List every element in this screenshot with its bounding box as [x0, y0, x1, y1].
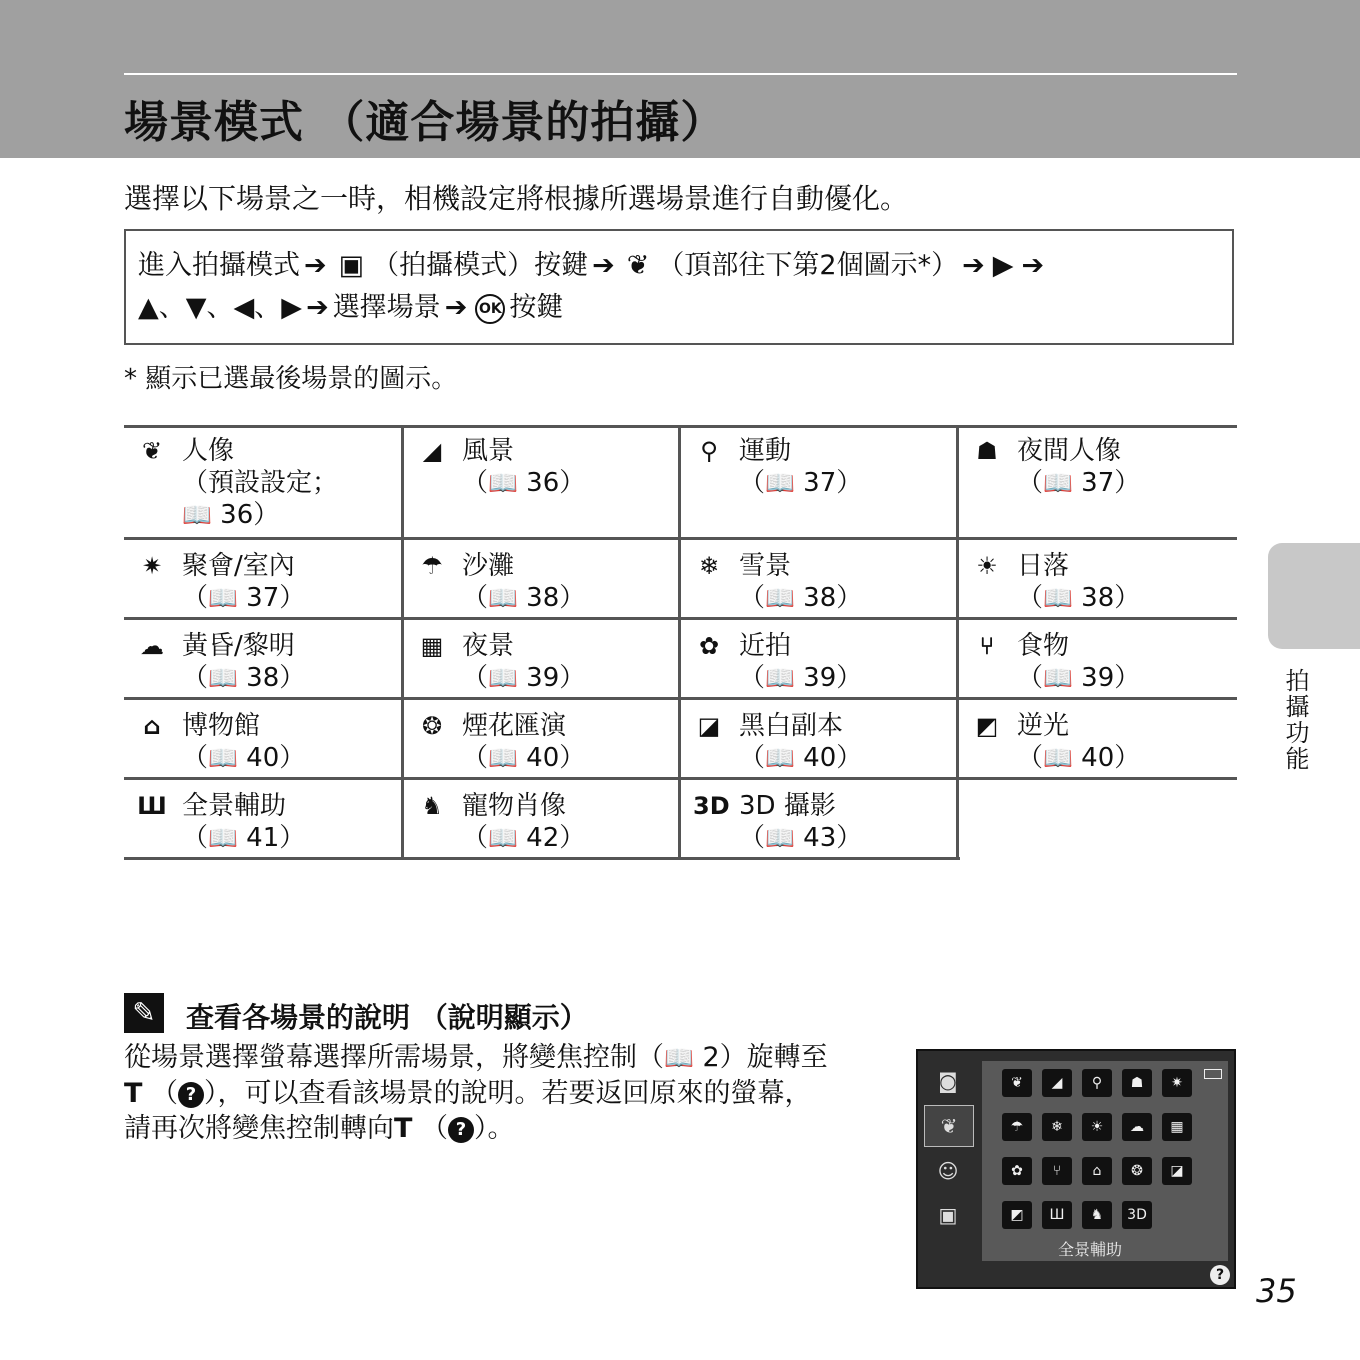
- paren: ）: [836, 663, 863, 693]
- sports-icon: ⚲: [1082, 1069, 1112, 1097]
- nav-line-2: [138, 287, 1220, 329]
- footnote: * 顯示已選最後場景的圖示。: [124, 364, 458, 394]
- 3d-icon: 3D: [693, 792, 730, 820]
- paren: ）: [279, 583, 306, 613]
- paren: ）: [1114, 743, 1141, 773]
- book-icon: 📖: [765, 469, 795, 497]
- scene-page: 40: [526, 743, 560, 773]
- paren: ）: [1114, 583, 1141, 613]
- book-icon: 📖: [765, 824, 795, 852]
- dusk-dawn-icon: ☁: [1122, 1113, 1152, 1141]
- scene-ref: [739, 742, 862, 774]
- paren: （: [1017, 583, 1044, 613]
- paren: （: [739, 583, 766, 613]
- scene-cell-museum: [124, 700, 401, 777]
- scene-cell-close-up: [681, 620, 956, 697]
- scene-name: 運動: [739, 436, 792, 466]
- scene-cell-fireworks: [404, 700, 678, 777]
- smart-portrait-icon: ☺: [937, 1159, 959, 1183]
- snow-icon: ❄: [1042, 1113, 1072, 1141]
- scene-cell-night-landscape: [404, 620, 678, 697]
- paren: ）: [279, 743, 306, 773]
- scene-cell-panorama: [124, 780, 401, 857]
- portrait-icon: ❦: [924, 1105, 974, 1147]
- paren: （: [462, 583, 489, 613]
- chapter-tab: [1268, 543, 1360, 649]
- arrow-icon: ➔: [444, 292, 468, 323]
- portrait-icon: ❦: [1002, 1069, 1032, 1097]
- paren: ）: [559, 823, 586, 853]
- scene-cell-dusk-dawn: [124, 620, 401, 697]
- paren: （: [182, 823, 209, 853]
- landscape-icon: ◢: [422, 437, 442, 465]
- scene-cell-black-white-copy: [681, 700, 956, 777]
- scene-cell-3d: [681, 780, 956, 857]
- night-landscape-icon: ▦: [1162, 1113, 1192, 1141]
- header-rule: [124, 73, 1237, 75]
- paren: （: [182, 663, 209, 693]
- navigation-box: [124, 229, 1234, 345]
- scene-page: 37: [246, 583, 280, 613]
- scene-ref: [739, 822, 862, 854]
- scene-cell-pet-portrait: [404, 780, 678, 857]
- camera-icon: ▣: [938, 1203, 958, 1227]
- scene-page: 39: [526, 663, 560, 693]
- scene-name: 逆光: [1017, 711, 1070, 741]
- screen-caption: 全景輔助: [1058, 1240, 1123, 1259]
- intro-text: 選擇以下場景之一時，相機設定將根據所選場景進行自動優化。: [124, 182, 909, 215]
- note-text: 請再次將變焦控制轉向: [124, 1113, 394, 1144]
- scene-ref: [1017, 467, 1140, 499]
- scene-auto-icon: ◙: [938, 1069, 958, 1093]
- screen-mode-column: [924, 1061, 976, 1239]
- book-icon: 📖: [488, 744, 518, 772]
- scene-name: 人像: [182, 436, 235, 466]
- scene-name: 聚會/室內: [182, 551, 295, 581]
- nav-directions: ▲、▼、◀、▶: [138, 292, 303, 323]
- dusk-dawn-icon: ☁: [140, 632, 164, 660]
- screen-scene-grid: [982, 1061, 1228, 1261]
- sunset-icon: ☀: [976, 552, 998, 580]
- nav-step-select: 選擇場景: [332, 292, 441, 323]
- scene-name: 博物館: [182, 711, 261, 741]
- paren: （: [1017, 468, 1044, 498]
- scene-name: 夜間人像: [1017, 436, 1122, 466]
- paren: （: [739, 468, 766, 498]
- nav-step-shooting: （拍攝模式）按鍵: [372, 250, 589, 281]
- snow-icon: ❄: [698, 552, 720, 580]
- camera-icon: ▣: [338, 250, 365, 281]
- book-icon: 📖: [488, 664, 518, 692]
- note-pencil-icon: ✎: [124, 993, 164, 1033]
- fireworks-icon: ❂: [421, 712, 443, 740]
- paren: （: [1017, 663, 1044, 693]
- scene-page: 43: [803, 823, 837, 853]
- scene-page: 39: [803, 663, 837, 693]
- panorama-icon: Ш: [137, 792, 167, 820]
- night-portrait-icon: ☗: [976, 437, 998, 465]
- scene-ref: [182, 822, 305, 854]
- museum-icon: ⌂: [143, 712, 161, 740]
- scene-page: 38: [803, 583, 837, 613]
- right-triangle-icon: ▶: [992, 250, 1014, 281]
- scene-page: 37: [1081, 468, 1115, 498]
- battery-icon: [1204, 1069, 1222, 1079]
- food-icon: ⑂: [1042, 1157, 1072, 1185]
- scene-name: 風景: [462, 436, 515, 466]
- scene-ref: [1017, 742, 1140, 774]
- scene-ref: [462, 662, 585, 694]
- paren: ）: [1114, 468, 1141, 498]
- help-icon: ?: [178, 1082, 204, 1108]
- ok-button-icon: OK: [475, 294, 505, 324]
- book-icon: 📖: [1043, 664, 1073, 692]
- note-text: ）。: [474, 1113, 515, 1144]
- note-text: 從場景選擇螢幕選擇所需場景，將變焦控制（: [124, 1042, 664, 1073]
- arrow-icon: ➔: [304, 250, 327, 281]
- nav-step-second-icon: （頂部往下第2個圖示*）: [657, 250, 959, 281]
- paren: （: [462, 663, 489, 693]
- paren: （: [462, 468, 489, 498]
- note-text: ），可以查看該場景的說明。若要返回原來的螢幕，: [204, 1078, 812, 1109]
- beach-icon: ☂: [1002, 1113, 1032, 1141]
- close-up-icon: ✿: [698, 632, 720, 660]
- scene-name: 食物: [1017, 631, 1070, 661]
- page-number: 35: [1256, 1272, 1297, 1310]
- pet-portrait-icon: ♞: [1082, 1201, 1112, 1229]
- backlighting-icon: ◩: [975, 712, 999, 740]
- scene-page: 42: [526, 823, 560, 853]
- scene-cell-portrait: [124, 425, 401, 537]
- portrait-icon: ❦: [141, 437, 163, 465]
- scene-cell-beach: [404, 540, 678, 617]
- party-icon: ✷: [1162, 1069, 1192, 1097]
- scene-name: 沙灘: [462, 551, 515, 581]
- note-title: 查看各場景的說明 （說明顯示）: [186, 1001, 588, 1034]
- panorama-icon: Ш: [1042, 1201, 1072, 1229]
- scene-page: 37: [803, 468, 837, 498]
- paren: （: [182, 583, 209, 613]
- black-white-copy-icon: ◪: [1162, 1157, 1192, 1185]
- paren: ）: [279, 663, 306, 693]
- book-icon: 📖: [488, 469, 518, 497]
- arrow-icon: ➔: [962, 250, 985, 281]
- paren: （: [739, 823, 766, 853]
- scene-name: 近拍: [739, 631, 792, 661]
- paren: ）: [559, 468, 586, 498]
- book-icon: 📖: [488, 584, 518, 612]
- sports-icon: ⚲: [700, 437, 718, 465]
- scene-ref: [182, 499, 279, 531]
- nav-line-1: [138, 245, 1220, 287]
- 3d-icon: 3D: [1122, 1201, 1152, 1229]
- paren: ）: [836, 583, 863, 613]
- backlighting-icon: ◩: [1002, 1201, 1032, 1229]
- book-icon: 📖: [1043, 584, 1073, 612]
- scene-page: 38: [246, 663, 280, 693]
- scene-page: 39: [1081, 663, 1115, 693]
- arrow-icon: ➔: [1021, 250, 1045, 281]
- book-icon: 📖: [208, 824, 238, 852]
- landscape-icon: ◢: [1042, 1069, 1072, 1097]
- book-icon: 📖: [1043, 469, 1073, 497]
- book-icon: 📖: [664, 1044, 694, 1072]
- paren: （: [739, 663, 766, 693]
- arrow-icon: ➔: [306, 292, 329, 323]
- scene-ref: （預設設定；: [182, 468, 339, 498]
- paren: ）: [279, 823, 306, 853]
- pet-portrait-icon: ♞: [421, 792, 443, 820]
- paren: （: [462, 823, 489, 853]
- book-icon: 📖: [208, 744, 238, 772]
- party-icon: ✷: [141, 552, 163, 580]
- scene-ref: [462, 582, 585, 614]
- help-icon: ?: [448, 1117, 474, 1143]
- scene-name: 寵物肖像: [462, 791, 567, 821]
- scene-cell-sports: [681, 425, 956, 537]
- scene-cell-snow: [681, 540, 956, 617]
- scene-name: 3D 攝影: [739, 791, 836, 821]
- book-icon: 📖: [208, 584, 238, 612]
- page-title: 場景模式 （適合場景的拍攝）: [124, 97, 726, 148]
- scene-name: 全景輔助: [182, 791, 287, 821]
- book-icon: 📖: [208, 664, 238, 692]
- scene-table: [124, 425, 1237, 861]
- paren: ）: [836, 823, 863, 853]
- book-icon: 📖: [182, 501, 212, 529]
- paren: ）: [1114, 663, 1141, 693]
- scene-ref: [739, 582, 862, 614]
- scene-ref: [739, 662, 862, 694]
- scene-cell-party: [124, 540, 401, 617]
- book-icon: 📖: [765, 744, 795, 772]
- book-icon: 📖: [765, 584, 795, 612]
- scene-ref: [182, 742, 305, 774]
- scene-ref: [739, 467, 862, 499]
- scene-page: 38: [1081, 583, 1115, 613]
- scene-name: 煙花匯演: [462, 711, 567, 741]
- night-portrait-icon: ☗: [1122, 1069, 1152, 1097]
- paren: （: [1017, 743, 1044, 773]
- scene-name: 雪景: [739, 551, 792, 581]
- help-icon: ?: [1210, 1265, 1230, 1285]
- night-landscape-icon: ▦: [420, 632, 444, 660]
- scene-name: 夜景: [462, 631, 515, 661]
- chapter-label: 拍攝功能: [1281, 668, 1309, 772]
- museum-icon: ⌂: [1082, 1157, 1112, 1185]
- paren: ）: [559, 663, 586, 693]
- scene-page: 41: [246, 823, 280, 853]
- scene-name: 日落: [1017, 551, 1070, 581]
- paren: ）: [559, 743, 586, 773]
- scene-cell-sunset: [959, 540, 1237, 617]
- book-icon: 📖: [765, 664, 795, 692]
- scene-name: 黃昏/黎明: [182, 631, 295, 661]
- nav-step-enter: 進入拍攝模式: [138, 250, 300, 281]
- paren: （: [182, 743, 209, 773]
- table-rule: [124, 857, 960, 860]
- note-text: ）旋轉至: [719, 1042, 828, 1073]
- book-icon: 📖: [1043, 744, 1073, 772]
- scene-cell-food: [959, 620, 1237, 697]
- beach-icon: ☂: [421, 552, 443, 580]
- sunset-icon: ☀: [1082, 1113, 1112, 1141]
- scene-page: 40: [803, 743, 837, 773]
- paren: ）: [836, 743, 863, 773]
- note-page: 2: [702, 1042, 720, 1073]
- scene-page: 38: [526, 583, 560, 613]
- scene-ref: [182, 662, 305, 694]
- scene-page: 40: [246, 743, 280, 773]
- paren: ）: [559, 583, 586, 613]
- close-up-icon: ✿: [1002, 1157, 1032, 1185]
- paren: （: [739, 743, 766, 773]
- arrow-icon: ➔: [592, 250, 615, 281]
- paren: ）: [836, 468, 863, 498]
- scene-cell-night-portrait: [959, 425, 1237, 537]
- scene-ref: [462, 742, 585, 774]
- zoom-t-label: T: [394, 1113, 413, 1144]
- camera-screen-illustration: [916, 1049, 1236, 1289]
- scene-page: 36: [526, 468, 560, 498]
- nav-step-button: 按鍵: [509, 292, 564, 323]
- book-icon: 📖: [488, 824, 518, 852]
- fireworks-icon: ❂: [1122, 1157, 1152, 1185]
- scene-cell-backlighting: [959, 700, 1237, 777]
- scene-ref: [462, 467, 585, 499]
- scene-page: 40: [1081, 743, 1115, 773]
- scene-name: 黑白副本: [739, 711, 844, 741]
- paren: （: [462, 743, 489, 773]
- scene-ref: [462, 822, 585, 854]
- scene-ref: [182, 582, 305, 614]
- portrait-scene-icon: ❦: [626, 250, 650, 281]
- note-body: 從場景選擇螢幕選擇所需場景，將變焦控制（📖 2）旋轉至 T （ ? ），可以查看該場景的說明。若要返回原來的螢幕， 請再次將變焦控制轉向T （ ? ）。: [124, 1042, 828, 1144]
- scene-ref: [1017, 662, 1140, 694]
- black-white-copy-icon: ◪: [697, 712, 721, 740]
- food-icon: ⑂: [979, 632, 995, 660]
- zoom-t-label: T: [124, 1078, 143, 1109]
- scene-cell-landscape: [404, 425, 678, 537]
- scene-ref: [1017, 582, 1140, 614]
- scene-page: 36）: [220, 500, 280, 530]
